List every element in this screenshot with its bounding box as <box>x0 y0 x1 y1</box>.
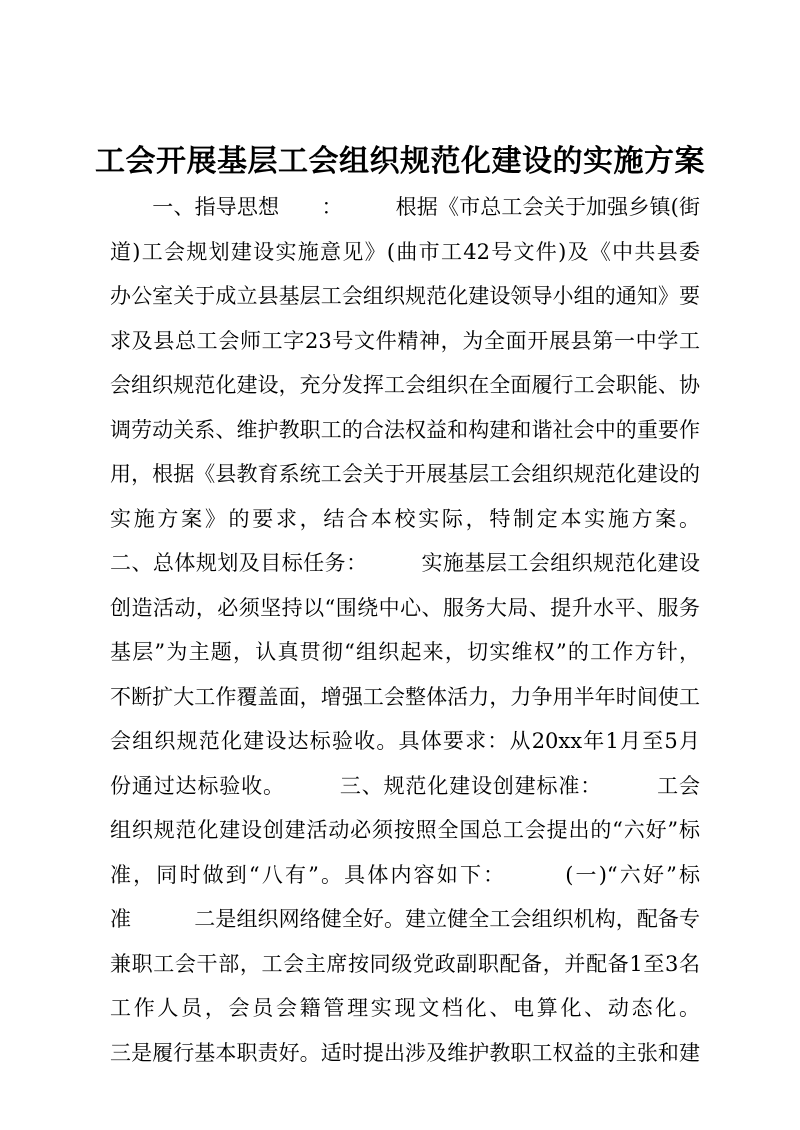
document-body <box>110 185 700 1075</box>
body-line: 基层”为主题，认真贯彻“组织起来，切实维权”的工作方针， <box>110 640 700 664</box>
body-line: 准，同时做到“八有”。具体内容如下： (一)“六好”标 <box>110 862 700 887</box>
document-title: 工会开展基层工会组织规范化建设的实施方案 <box>95 144 705 179</box>
body-line: 组织规范化建设创建活动必须按照全国总工会提出的“六好”标 <box>110 818 700 842</box>
body-line: 创造活动，必须坚持以“围绕中心、服务大局、提升水平、服务 <box>110 595 700 620</box>
body-line: 用，根据《县教育系统工会关于开展基层工会组织规范化建设的 <box>110 462 700 486</box>
body-line: 准 二是组织网络健全好。建立健全工会组织机构，配备专 <box>110 907 700 931</box>
body-line: 实施方案》的要求，结合本校实际，特制定本实施方案。 <box>110 506 700 531</box>
body-line: 会组织规范化建设达标验收。具体要求：从20xx年1月至5月 <box>110 729 700 753</box>
body-line: 会组织规范化建设，充分发挥工会组织在全面履行工会职能、协 <box>110 373 700 397</box>
body-line: 兼职工会干部，工会主席按同级党政副职配备，并配备1至3名 <box>110 951 700 976</box>
body-line: 调劳动关系、维护教职工的合法权益和构建和谐社会中的重要作 <box>110 417 700 442</box>
body-line: 三是履行基本职责好。适时提出涉及维护教职工权益的主张和建 <box>110 1040 700 1065</box>
body-line: 二、总体规划及目标任务： 实施基层工会组织规范化建设 <box>110 551 700 575</box>
body-line: 一、指导思想 ： 根据《市总工会关于加强乡镇(街 <box>110 195 700 219</box>
body-line: 工作人员，会员会籍管理实现文档化、电算化、动态化。 <box>110 996 700 1020</box>
body-line: 办公室关于成立县基层工会组织规范化建设领导小组的通知》要 <box>110 284 700 308</box>
body-line: 求及县总工会师工字23号文件精神，为全面开展县第一中学工 <box>110 328 700 353</box>
body-line: 道)工会规划建设实施意见》(曲市工42号文件)及《中共县委 <box>110 239 700 264</box>
body-line: 份通过达标验收。 三、规范化建设创建标准： 工会 <box>110 773 700 798</box>
body-line: 不断扩大工作覆盖面，增强工会整体活力，力争用半年时间使工 <box>110 684 700 709</box>
